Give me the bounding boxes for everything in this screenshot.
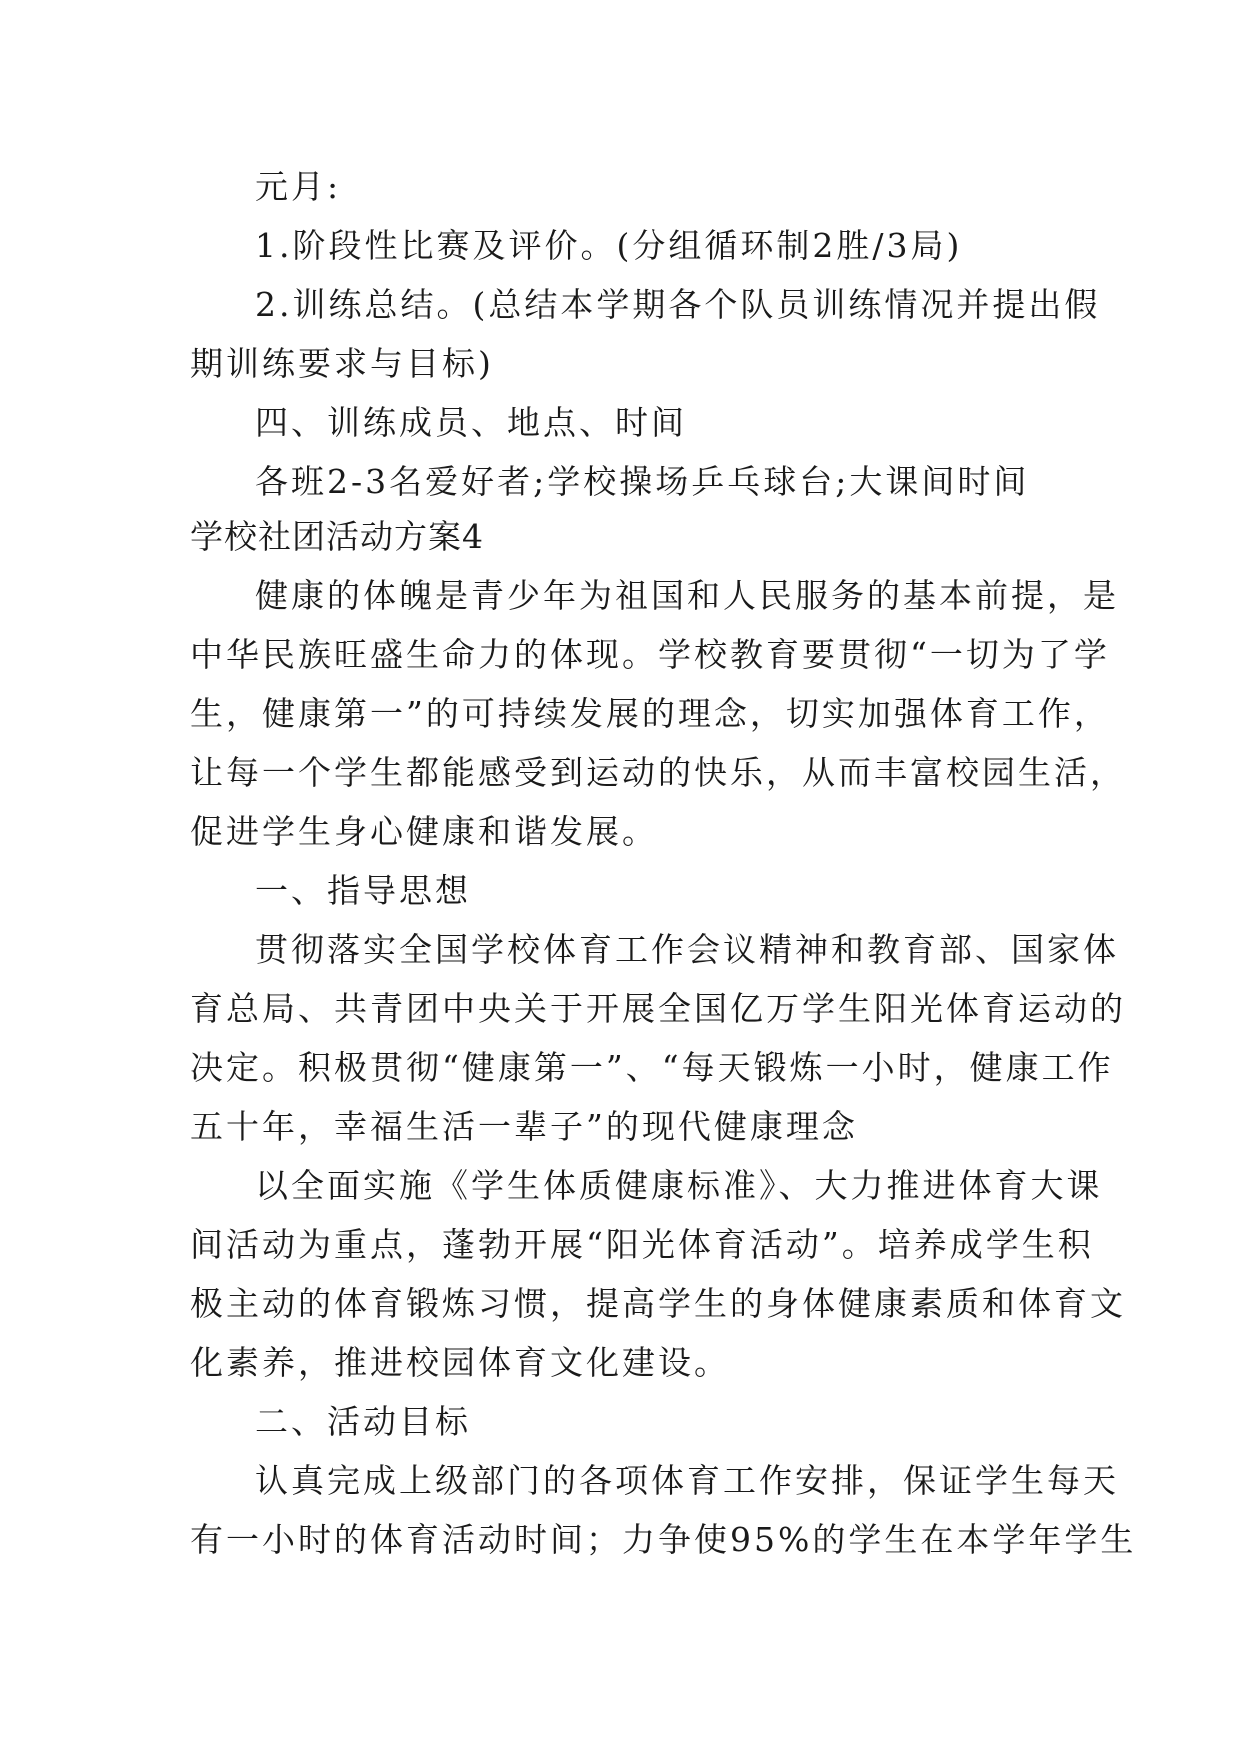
paragraph-line: 中华民族旺盛生命力的体现。学校教育要贯彻“一切为了学 bbox=[190, 635, 1110, 674]
paragraph-line: 有一小时的体育活动时间；力争使95%的学生在本学年学生 bbox=[190, 1520, 1137, 1559]
paragraph-line: 化素养，推进校园体育文化建设。 bbox=[190, 1343, 730, 1382]
paragraph-line: 极主动的体育锻炼习惯，提高学生的身体健康素质和体育文 bbox=[190, 1284, 1126, 1323]
section-heading: 四、训练成员、地点、时间 bbox=[255, 403, 687, 442]
paragraph-line: 各班2-3名爱好者;学校操场乒乓球台;大课间时间 bbox=[255, 462, 1030, 501]
paragraph-line: 间活动为重点，蓬勃开展“阳光体育活动”。培养成学生积 bbox=[190, 1225, 1094, 1264]
list-item: 2.训练总结。(总结本学期各个队员训练情况并提出假 bbox=[255, 285, 1101, 324]
paragraph-line: 认真完成上级部门的各项体育工作安排，保证学生每天 bbox=[255, 1461, 1119, 1500]
paragraph-line: 贯彻落实全国学校体育工作会议精神和教育部、国家体 bbox=[255, 930, 1119, 969]
list-item: 1.阶段性比赛及评价。(分组循环制2胜/3局) bbox=[255, 226, 963, 265]
section-heading: 二、活动目标 bbox=[255, 1402, 471, 1441]
paragraph-line: 育总局、共青团中央关于开展全国亿万学生阳光体育运动的 bbox=[190, 989, 1126, 1028]
paragraph-line: 五十年，幸福生活一辈子”的现代健康理念 bbox=[190, 1107, 858, 1146]
paragraph-line: 以全面实施《学生体质健康标准》、大力推进体育大课 bbox=[255, 1166, 1103, 1205]
paragraph-line: 促进学生身心健康和谐发展。 bbox=[190, 812, 658, 851]
paragraph-line: 生，健康第一”的可持续发展的理念，切实加强体育工作， bbox=[190, 694, 1110, 733]
document-title: 学校社团活动方案4 bbox=[190, 517, 484, 556]
paragraph-line: 健康的体魄是青少年为祖国和人民服务的基本前提，是 bbox=[255, 576, 1119, 615]
section-heading: 一、指导思想 bbox=[255, 871, 471, 910]
paragraph-line: 让每一个学生都能感受到运动的快乐，从而丰富校园生活， bbox=[190, 753, 1126, 792]
list-item-continuation: 期训练要求与目标) bbox=[190, 344, 494, 383]
paragraph-line: 决定。积极贯彻“健康第一”、“每天锻炼一小时，健康工作 bbox=[190, 1048, 1114, 1087]
month-label: 元月: bbox=[255, 167, 342, 206]
